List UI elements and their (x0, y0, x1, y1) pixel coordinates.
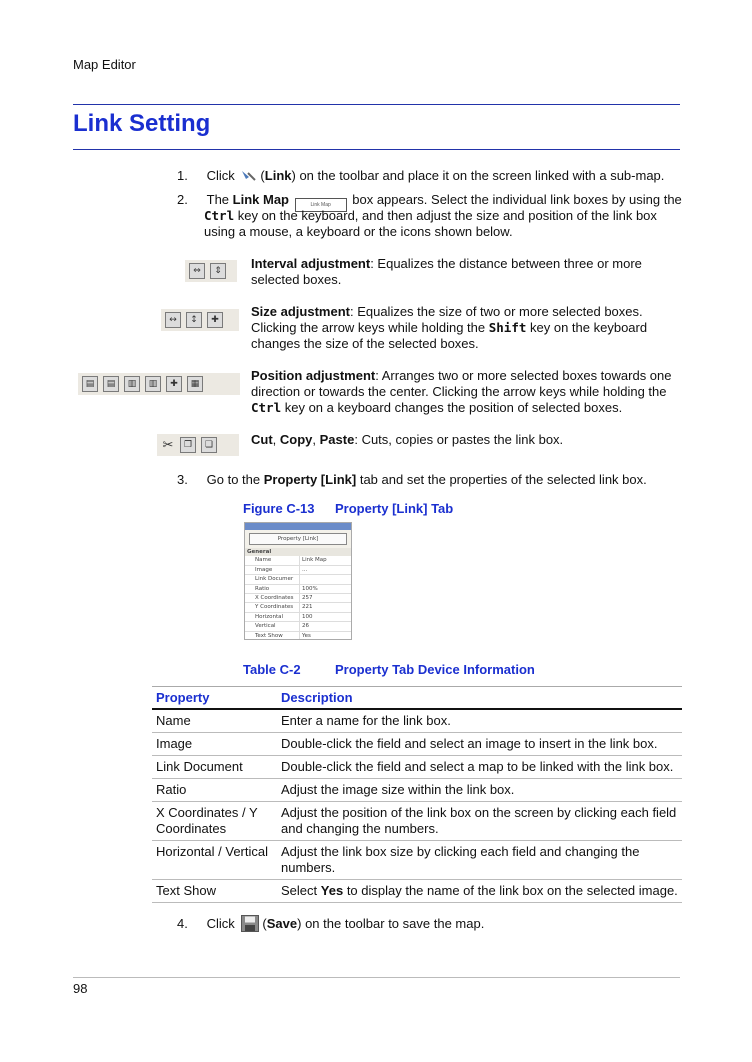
screenshot-property-value: Link Map (299, 556, 351, 564)
shift-key-label: Shift (488, 320, 527, 335)
step-3-number: 3. (177, 472, 188, 487)
property-cell: Name (152, 709, 277, 733)
screenshot-property-key: Image (255, 566, 273, 573)
step-4-number: 4. (177, 916, 188, 931)
size-desc1: : Equalizes the size of two or more selected boxes. (349, 304, 643, 319)
text-show-post: to display the name of the link box on the selected image. (346, 883, 678, 898)
edit-toolbar (157, 434, 239, 456)
table-row (152, 756, 682, 779)
align-left-icon[interactable]: ▤ (82, 376, 98, 392)
paste-term: Paste (319, 432, 355, 447)
screenshot-property-key: Text Show (255, 632, 283, 639)
table-label: Table C-2 (243, 662, 301, 677)
screenshot-property-row[interactable] (245, 585, 351, 594)
property-cell: X Coordinates / Y Coordinates (152, 802, 277, 841)
text-show-yes: Yes (320, 883, 344, 898)
step-2-bold: Link Map (232, 192, 289, 207)
property-cell: Link Document (152, 756, 277, 779)
screenshot-property-key: Ratio (255, 585, 270, 592)
center-vertical-icon[interactable]: ▦ (187, 376, 203, 392)
interval-desc1: : Equalizes the distance between three or more (370, 256, 642, 271)
step-4 (177, 915, 484, 936)
edit-text (251, 432, 681, 448)
step-3 (177, 472, 647, 488)
screenshot-property-value (299, 575, 351, 583)
table-row (152, 779, 682, 802)
step-1 (177, 168, 664, 187)
screenshot-property-row[interactable] (245, 594, 351, 603)
size-desc2a: Clicking the arrow keys while holding the (251, 320, 486, 335)
step-2-pre: The (206, 192, 230, 207)
align-top-icon[interactable]: ▥ (124, 376, 140, 392)
paste-icon[interactable]: ❏ (201, 437, 217, 453)
position-adjustment-text (251, 368, 681, 416)
step-4-bold: Save (266, 916, 298, 931)
size-desc2b: key on the keyboard (530, 320, 648, 335)
edit-sep2: , (312, 432, 320, 447)
edit-sep1: , (272, 432, 280, 447)
screenshot-property-value: 257 (299, 594, 351, 602)
link-map-box-icon-label: Link Map (310, 202, 331, 208)
step-4-open-paren: ( (262, 916, 267, 931)
step-1-open-paren: ( (260, 168, 265, 183)
size-term: Size adjustment (251, 304, 350, 319)
table-row (152, 841, 682, 880)
description-cell: Double-click the field and select an image to insert in the link box. (277, 733, 682, 756)
table-row (152, 880, 682, 903)
screenshot-property-value: 26 (299, 622, 351, 630)
step-2-line2: key on the keyboard, and then adjust the size and position of the link box (237, 208, 657, 223)
screenshot-property-key: Link Documer (255, 576, 294, 583)
same-width-icon[interactable]: ↔ (165, 312, 181, 328)
step-1-post: ) on the toolbar and place it on the screen linked with a sub-map. (291, 168, 665, 183)
description-cell: Enter a name for the link box. (277, 709, 682, 733)
ctrl-key-label: Ctrl (204, 208, 235, 223)
align-bottom-icon[interactable]: ▥ (145, 376, 161, 392)
running-header: Map Editor (73, 57, 136, 72)
description-cell: Double-click the field and select a map to be linked with the link box. (277, 756, 682, 779)
same-height-icon[interactable]: ↕ (186, 312, 202, 328)
link-tool-icon (240, 168, 258, 187)
step-2-cont (204, 208, 684, 224)
screenshot-property-row[interactable] (245, 575, 351, 584)
property-cell: Image (152, 733, 277, 756)
screenshot-property-key: Horizontal (255, 613, 284, 620)
table-row (152, 733, 682, 756)
step-2-line3: using a mouse, a keyboard or the icons shown below. (204, 224, 513, 239)
position-desc2: direction or towards the center. Clicking the arrow keys while holding the (251, 384, 667, 399)
step-2-line1: box appears. Select the individual link boxes by using the (352, 192, 682, 207)
description-cell: Adjust the position of the link box on the screen by clicking each field and changing the numbers. (277, 802, 682, 841)
step-2-number: 2. (177, 192, 188, 207)
step-4-post: ) on the toolbar to save the map. (297, 916, 485, 931)
property-rows (245, 556, 351, 640)
position-term: Position adjustment (251, 368, 376, 383)
page-number: 98 (73, 981, 88, 996)
interval-adjustment-text (251, 256, 681, 288)
description-cell: Adjust the image size within the link box. (277, 779, 682, 802)
step-3-bold: Property [Link] (263, 472, 357, 487)
screenshot-property-value: 100% (299, 585, 351, 593)
property-cell: Horizontal / Vertical (152, 841, 277, 880)
general-group: General (245, 548, 351, 556)
copy-icon[interactable]: ❐ (180, 437, 196, 453)
screenshot-property-row[interactable] (245, 632, 351, 640)
ctrl-key-label-2: Ctrl (251, 400, 282, 415)
step-3-pre: Go to the (206, 472, 261, 487)
screenshot-property-value: 100 (299, 613, 351, 621)
center-horizontal-icon[interactable]: ✚ (166, 376, 182, 392)
screenshot-property-row[interactable] (245, 622, 351, 631)
interval-term: Interval adjustment (251, 256, 371, 271)
step-4-pre: Click (206, 916, 235, 931)
screenshot-titlebar (245, 523, 351, 530)
screenshot-property-key: X Coordinates (255, 594, 294, 601)
interval-desc2: selected boxes. (251, 272, 342, 287)
screenshot-property-value: Yes (299, 632, 351, 640)
text-show-pre: Select (281, 883, 318, 898)
screenshot-property-value: 221 (299, 603, 351, 611)
title-bottom-rule (73, 149, 680, 150)
table-title: Property Tab Device Information (335, 662, 535, 677)
screenshot-property-row[interactable] (245, 556, 351, 565)
header-description: Description (277, 687, 682, 710)
step-3-post: tab and set the properties of the selected link box. (359, 472, 647, 487)
interval-toolbar (185, 260, 237, 282)
screenshot-property-key: Vertical (255, 623, 276, 630)
size-adjustment-text (251, 304, 681, 352)
property-link-tab-screenshot (244, 522, 352, 640)
description-cell (277, 880, 682, 903)
position-desc1: : Arranges two or more selected boxes towards one (375, 368, 672, 383)
size-toolbar (161, 309, 239, 331)
position-desc3: key on a keyboard changes the position of selected boxes. (284, 400, 623, 415)
property-cell: Ratio (152, 779, 277, 802)
screenshot-property-row[interactable] (245, 566, 351, 575)
screenshot-property-row[interactable] (245, 603, 351, 612)
interval-horizontal-icon[interactable]: ⇔ (189, 263, 205, 279)
same-size-icon[interactable]: ✚ (207, 312, 223, 328)
screenshot-property-value: ... (299, 566, 351, 574)
title-top-rule (73, 104, 680, 105)
screenshot-property-row[interactable] (245, 613, 351, 622)
cut-term: Cut (251, 432, 273, 447)
copy-term: Copy (279, 432, 313, 447)
figure-label: Figure C-13 (243, 501, 315, 516)
table-body (152, 709, 682, 903)
property-table (152, 686, 682, 903)
edit-desc: : Cuts, copies or pastes the link box. (354, 432, 564, 447)
step-1-number: 1. (177, 168, 188, 183)
save-icon (241, 915, 259, 936)
property-cell: Text Show (152, 880, 277, 903)
property-link-tab-button[interactable]: Property [Link] (249, 533, 347, 545)
align-right-icon[interactable]: ▤ (103, 376, 119, 392)
figure-title: Property [Link] Tab (335, 501, 454, 516)
description-cell: Adjust the link box size by clicking each field and changing the numbers. (277, 841, 682, 880)
table-row (152, 802, 682, 841)
step-1-bold: Link (264, 168, 292, 183)
screenshot-property-key: Y Coordinates (255, 604, 294, 611)
position-toolbar (78, 373, 240, 395)
screenshot-property-key: Name (255, 557, 272, 564)
table-header-row (152, 687, 682, 710)
cut-icon[interactable]: ✂ (162, 437, 174, 453)
step-1-pre: Click (206, 168, 235, 183)
page-title: Link Setting (73, 110, 211, 137)
interval-vertical-icon[interactable]: ⇕ (210, 263, 226, 279)
size-desc3: changes the size of the selected boxes. (251, 336, 479, 351)
table-row (152, 709, 682, 733)
footer-rule (73, 977, 680, 978)
header-property: Property (152, 687, 277, 710)
